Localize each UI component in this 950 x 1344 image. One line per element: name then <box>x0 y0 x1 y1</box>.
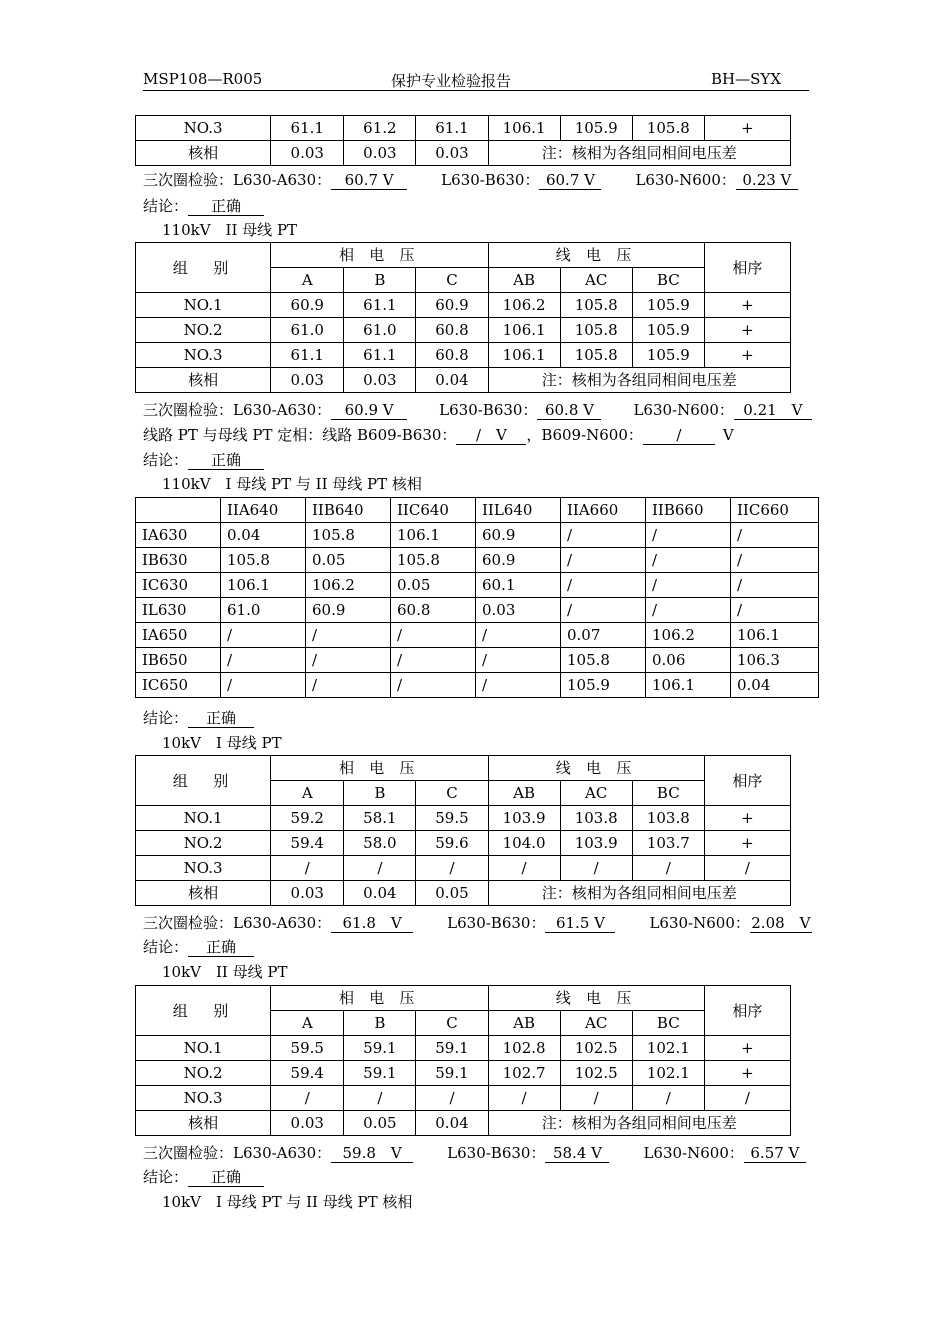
row-header: IC650 <box>136 673 221 698</box>
table-header-row: A B C AB AC BC <box>136 781 791 806</box>
table-row <box>136 573 819 598</box>
column-header <box>136 498 221 523</box>
section-title-10kv-cross: 10kV I 母线 PT 与 II 母线 PT 核相 <box>162 1193 413 1211</box>
table-cell: 105.8 <box>221 548 306 573</box>
tertiary-a-value: 61.8 V <box>331 915 413 933</box>
tertiary-n-value: 2.08 V <box>751 914 811 932</box>
row-header: IA630 <box>136 523 221 548</box>
table-row <box>136 548 819 573</box>
doc-title: 保护专业检验报告 <box>391 72 512 90</box>
tertiary-n-value: 0.23 V <box>736 172 798 190</box>
table-cell: / <box>221 673 306 698</box>
section-title-10kv-bus1: 10kV I 母线 PT <box>162 734 282 752</box>
conclusion-4: 结论： 正确 <box>143 935 254 959</box>
table-cell: 105.9 <box>561 673 646 698</box>
table-cell: / <box>646 573 731 598</box>
section-title-10kv-bus2: 10kV II 母线 PT <box>162 963 288 981</box>
doc-ref: BH—SYX <box>711 70 781 88</box>
tertiary-check-2: 三次圈检验：L630-A630： 60.9 V L630-B630： 60.8 V L630-N600： 0.21 V <box>143 398 812 422</box>
table-cell: / <box>731 573 819 598</box>
conclusion-value: 正确 <box>188 939 254 957</box>
table-cell: 0.06 <box>646 648 731 673</box>
table-cell: 60.9 <box>306 598 391 623</box>
table-cell: / <box>391 673 476 698</box>
table-110kv-bus1-cont <box>135 115 791 166</box>
table-cell: 106.3 <box>731 648 819 673</box>
tertiary-n-value: 6.57 V <box>744 1145 806 1163</box>
table-row <box>136 648 819 673</box>
table-header-row: A B C AB AC BC <box>136 268 791 293</box>
table-cell: 60.1 <box>476 573 561 598</box>
table-cell: 106.1 <box>221 573 306 598</box>
table-header-row: 组 别 相 电 压 线 电 压 相序 <box>136 756 791 781</box>
table-cell: 106.1 <box>731 623 819 648</box>
column-header: IIC660 <box>731 498 819 523</box>
b609-n600-value: / <box>643 427 715 445</box>
column-header: IIL640 <box>476 498 561 523</box>
conclusion-5: 结论： 正确 <box>143 1165 264 1189</box>
hexiang-row: 核相 0.03 0.03 0.03 注：核相为各组同相间电压差 <box>136 141 791 166</box>
tertiary-check-5: 三次圈检验：L630-A630： 59.8 V L630-B630： 58.4 V L630-N600： 6.57 V <box>143 1141 806 1165</box>
table-header-row: 组 别 相 电 压 线 电 压 相序 <box>136 243 791 268</box>
table-header-row: 组 别 相 电 压 线 电 压 相序 <box>136 986 791 1011</box>
table-cell: 105.8 <box>561 648 646 673</box>
tertiary-n-value: 0.21 V <box>734 402 812 420</box>
section-title-110kv-cross: 110kV I 母线 PT 与 II 母线 PT 核相 <box>162 475 422 493</box>
table-110kv-bus2 <box>135 242 791 393</box>
table-cell: / <box>306 623 391 648</box>
table-cell: / <box>646 523 731 548</box>
table-row <box>136 673 819 698</box>
table-cell: 0.05 <box>306 548 391 573</box>
b609-b630-value: / V <box>456 427 526 445</box>
hexiang-note: 注：核相为各组同相间电压差 <box>488 881 790 906</box>
row-header: IC630 <box>136 573 221 598</box>
column-header: IIB660 <box>646 498 731 523</box>
table-cell: / <box>221 623 306 648</box>
table-cell: 0.03 <box>476 598 561 623</box>
table-row: NO.2 61.0 61.0 60.8 106.1 105.8 105.9 + <box>136 318 791 343</box>
hexiang-row: 核相 0.03 0.04 0.05 注：核相为各组同相间电压差 <box>136 881 791 906</box>
doc-code: MSP108—R005 <box>143 70 263 88</box>
table-row: NO.1 59.2 58.1 59.5 103.9 103.8 103.8 + <box>136 806 791 831</box>
table-cell: 106.2 <box>306 573 391 598</box>
table-cell: / <box>476 623 561 648</box>
tertiary-b-value: 60.7 V <box>539 172 601 190</box>
table-row: NO.3 61.1 61.1 60.8 106.1 105.8 105.9 + <box>136 343 791 368</box>
hexiang-note: 注：核相为各组同相间电压差 <box>488 368 790 393</box>
column-header: IIA660 <box>561 498 646 523</box>
conclusion-value: 正确 <box>188 452 264 470</box>
table-row: NO.2 59.4 58.0 59.6 104.0 103.9 103.7 + <box>136 831 791 856</box>
table-cell: 0.05 <box>391 573 476 598</box>
column-header: IIB640 <box>306 498 391 523</box>
tertiary-check-4: 三次圈检验：L630-A630： 61.8 V L630-B630： 61.5 V L630-N600：2.08 V <box>143 914 811 932</box>
row-header: IB650 <box>136 648 221 673</box>
table-row: NO.1 60.9 61.1 60.9 106.2 105.8 105.9 + <box>136 293 791 318</box>
row-header: IB630 <box>136 548 221 573</box>
table-row <box>136 598 819 623</box>
table-cell: / <box>391 648 476 673</box>
table-row: NO.1 59.5 59.1 59.1 102.8 102.5 102.1 + <box>136 1036 791 1061</box>
conclusion-value: 正确 <box>188 710 254 728</box>
conclusion-3: 结论： 正确 <box>143 706 254 730</box>
table-cell: 60.9 <box>476 523 561 548</box>
table-cell: 0.04 <box>221 523 306 548</box>
conclusion-value: 正确 <box>188 198 264 216</box>
table-cell: 60.9 <box>476 548 561 573</box>
column-header: IIA640 <box>221 498 306 523</box>
table-cell: / <box>561 548 646 573</box>
hexiang-row: 核相 0.03 0.03 0.04 注：核相为各组同相间电压差 <box>136 368 791 393</box>
table-10kv-bus2 <box>135 985 791 1136</box>
table-cell: / <box>731 523 819 548</box>
table-cell: / <box>646 548 731 573</box>
table-cell: / <box>731 598 819 623</box>
table-cell: 0.07 <box>561 623 646 648</box>
table-row: NO.3 61.1 61.2 61.1 106.1 105.9 105.8 + <box>136 116 791 141</box>
tertiary-b-value: 58.4 V <box>545 1145 609 1163</box>
table-cell: / <box>561 523 646 548</box>
row-header: IA650 <box>136 623 221 648</box>
tertiary-a-value: 60.7 V <box>331 172 407 190</box>
tertiary-a-value: 59.8 V <box>331 1145 413 1163</box>
table-cell: / <box>221 648 306 673</box>
table-cell: 106.1 <box>391 523 476 548</box>
table-cell: / <box>306 648 391 673</box>
table-row: NO.3 / / / / / / / <box>136 1086 791 1111</box>
hexiang-row: 核相 0.03 0.05 0.04 注：核相为各组同相间电压差 <box>136 1111 791 1136</box>
line-pt-phasing: 线路 PT 与母线 PT 定相：线路 B609-B630： / V ，B609-N600： / V <box>143 426 734 444</box>
conclusion-1: 结论： 正确 <box>143 194 264 218</box>
table-cell: 61.0 <box>221 598 306 623</box>
table-cell: / <box>731 548 819 573</box>
table-cell: / <box>476 673 561 698</box>
conclusion-2: 结论： 正确 <box>143 448 264 472</box>
table-row <box>136 523 819 548</box>
table-cell: / <box>306 673 391 698</box>
tertiary-b-value: 61.5 V <box>545 915 615 933</box>
table-cell: 106.1 <box>646 673 731 698</box>
tertiary-check-1: 三次圈检验：L630-A630： 60.7 V L630-B630： 60.7 V L630-N600： 0.23 V <box>143 168 798 192</box>
table-cell: / <box>391 623 476 648</box>
hexiang-note: 注：核相为各组同相间电压差 <box>488 141 790 166</box>
table-header-row: A B C AB AC BC <box>136 1011 791 1036</box>
table-10kv-bus1 <box>135 755 791 906</box>
table-row: NO.3 / / / / / / / <box>136 856 791 881</box>
table-cell: 106.2 <box>646 623 731 648</box>
table-cell: / <box>561 598 646 623</box>
row-header: IL630 <box>136 598 221 623</box>
table-header-row <box>136 498 819 523</box>
table-cell: / <box>561 573 646 598</box>
conclusion-value: 正确 <box>188 1169 264 1187</box>
column-header: IIC640 <box>391 498 476 523</box>
table-110kv-cross-phasing <box>135 497 819 698</box>
table-cell: 105.8 <box>391 548 476 573</box>
table-cell: 60.8 <box>391 598 476 623</box>
table-cell: / <box>476 648 561 673</box>
tertiary-b-value: 60.8 V <box>537 402 601 420</box>
table-cell: 0.04 <box>731 673 819 698</box>
page-header <box>143 70 809 91</box>
tertiary-a-value: 60.9 V <box>331 402 407 420</box>
table-cell: / <box>646 598 731 623</box>
table-row: NO.2 59.4 59.1 59.1 102.7 102.5 102.1 + <box>136 1061 791 1086</box>
hexiang-note: 注：核相为各组同相间电压差 <box>488 1111 790 1136</box>
table-row <box>136 623 819 648</box>
table-cell: 105.8 <box>306 523 391 548</box>
section-title-110kv-bus2: 110kV II 母线 PT <box>162 221 298 239</box>
